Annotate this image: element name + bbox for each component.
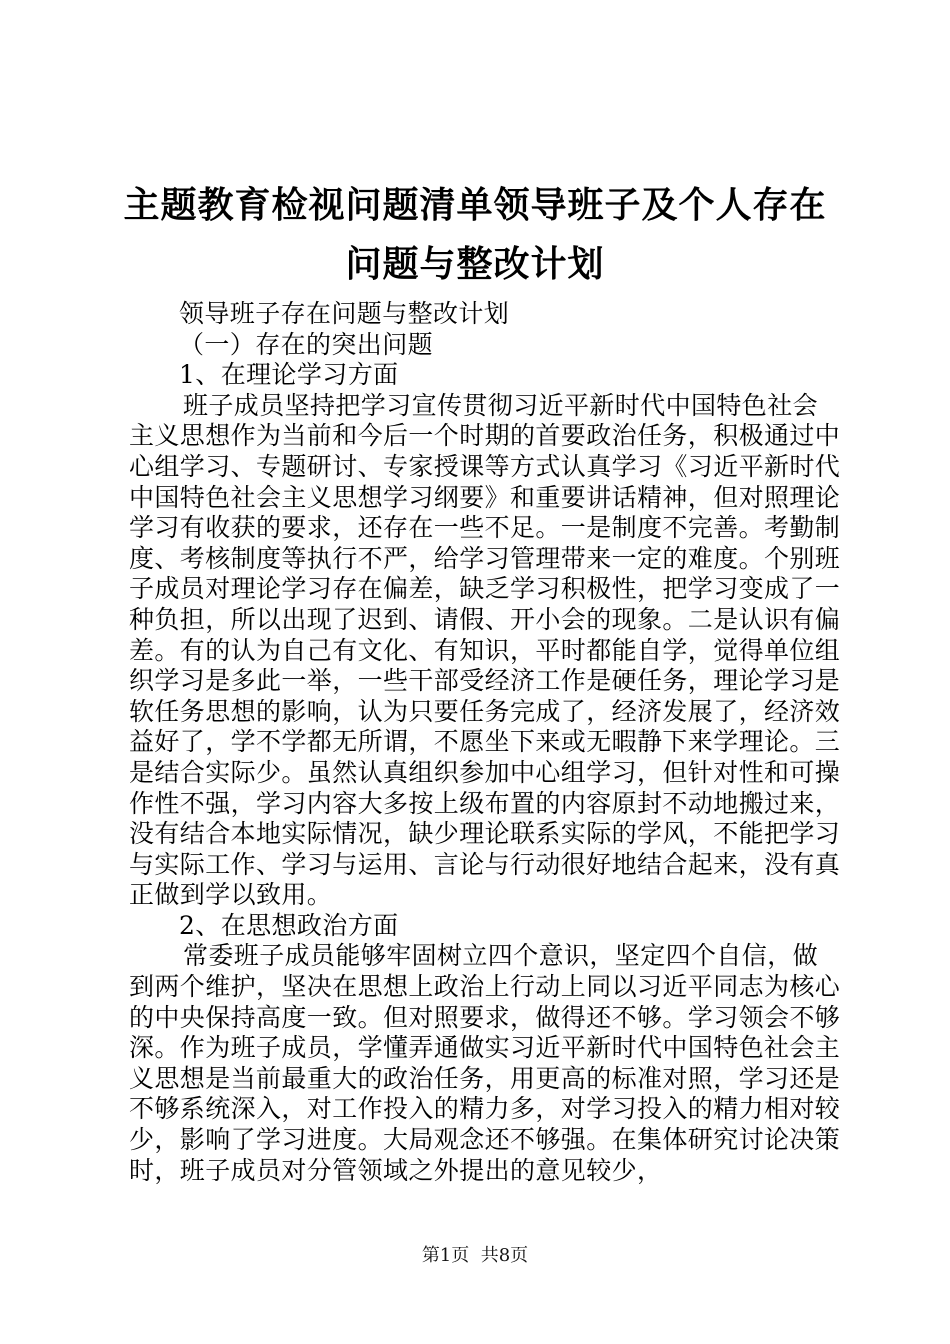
subsection-heading-politics: 2、在思想政治方面 <box>179 910 399 940</box>
section-heading-problems: （一）存在的突出问题 <box>179 329 434 359</box>
document-title: 主题教育检视问题清单领导班子及个人存在问题与整改计划 <box>123 185 827 285</box>
section-heading-leadership: 领导班子存在问题与整改计划 <box>179 299 510 328</box>
subsection-heading-theory: 1、在理论学习方面 <box>179 360 399 390</box>
paragraph-theory-study: 班子成员坚持把学习宣传贯彻习近平新时代中国特色社会主义思想作为当前和今后一个时期的首要政治任务，积极通过中心组学习、专题研讨、专家授课等方式认真学习《习近平新时代中国特色社会主义思想学习纲要》和重要讲话精神，但对照理论学习有收获的要求，还存在一些不足。一是制度不完善。考勤制度、考核制度等执行不严，给学习管理带来一定的难度。个别班子成员对理论学习存在偏差，缺乏学习积极性，把学习变成了一种负担，所以出现了迟到、请假、开小会的现象。二是认识有偏差。有的认为自己有文化、有知识，平时都能自学，觉得单位组织学习是多此一举，一些干部受经济工作是硬任务，理论学习是软任务思想的影响，认为只要任务完成了，经济发展了，经济效益好了，学不学都无所谓，不愿坐下来或无暇静下来学理论。三是结合实际少。虽然认真组织参加中心组学习，但针对性和可操作性不强，学习内容大多按上级布置的内容原封不动地搬过来，没有结合本地实际情况，缺少理论联系实际的学风，不能把学习与实际工作、学习与运用、言论与行动很好地结合起来，没有真正做到学以致用。 <box>129 390 841 910</box>
document-body <box>129 299 841 1186</box>
page-total: 共8页 <box>480 1245 529 1266</box>
page-footer <box>0 1244 950 1268</box>
paragraph-ideology-politics: 常委班子成员能够牢固树立四个意识，坚定四个自信，做到两个维护，坚决在思想上政治上行动上同以习近平同志为核心的中央保持高度一致。但对照要求，做得还不够。学习领会不够深。作为班子成员，学懂弄通做实习近平新时代中国特色社会主义思想是当前最重大的政治任务，用更高的标准对照，学习还是不够系统深入，对工作投入的精力多，对学习投入的精力相对较少，影响了学习进度。大局观念还不够强。在集体研究讨论决策时，班子成员对分管领域之外提出的意见较少， <box>129 941 841 1185</box>
page-number: 第1页 <box>421 1245 470 1266</box>
